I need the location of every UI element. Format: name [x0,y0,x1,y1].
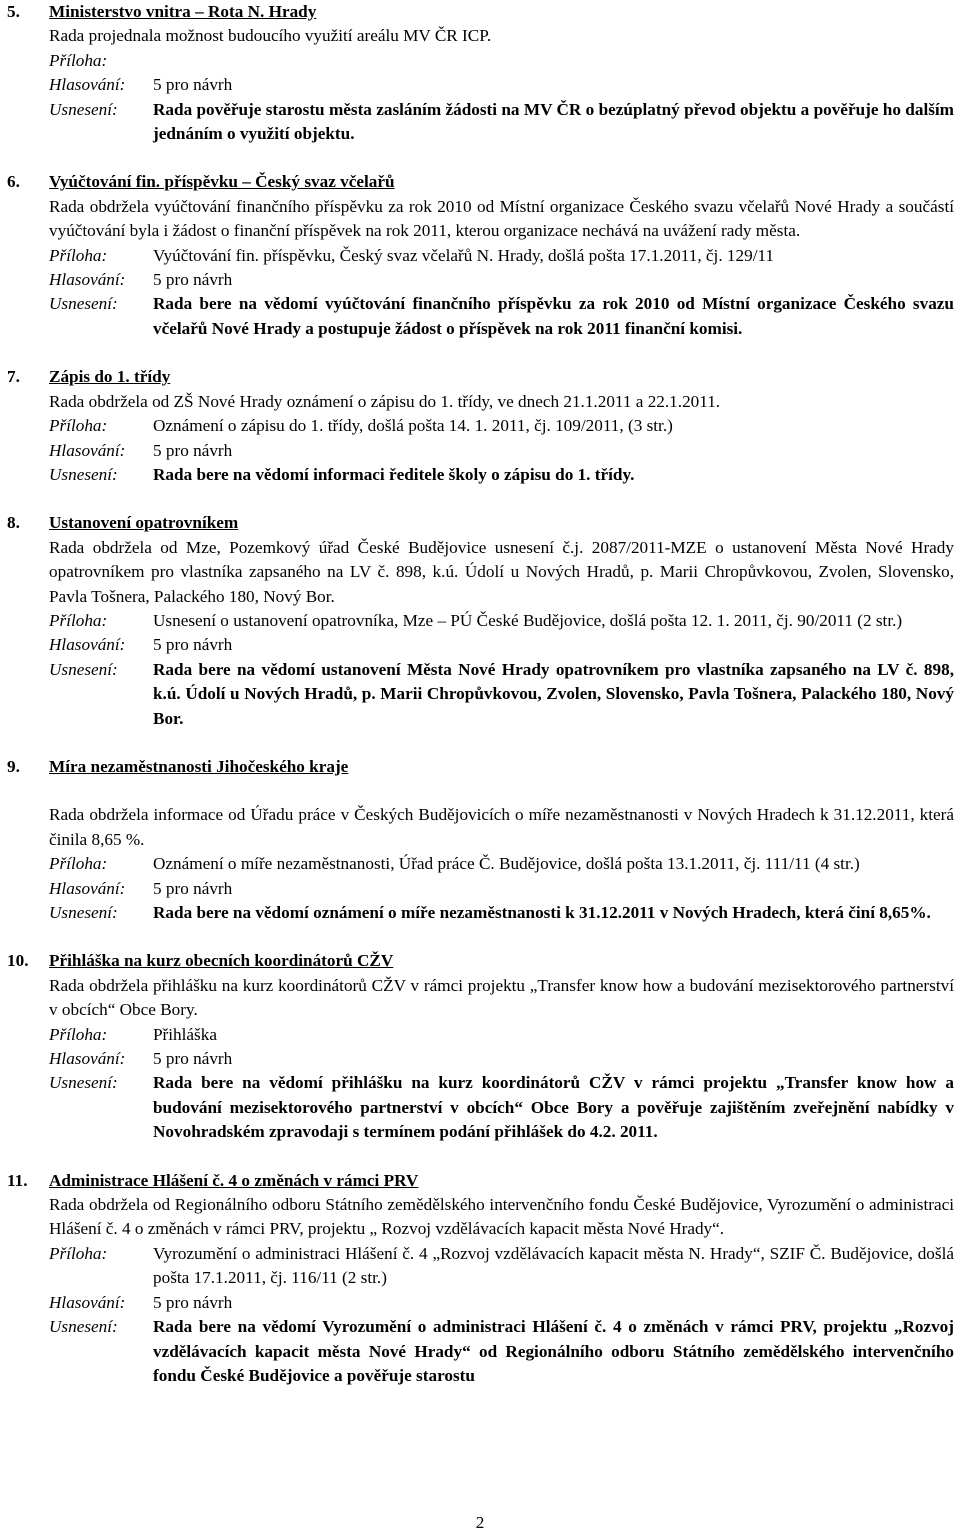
item-text: Rada obdržela přihlášku na kurz koordinátorů CŽV v rámci projektu „Transfer know how a budování mezisektorového partnerství v obcích“ Obce Bory. [49,975,954,1020]
vote-value: 5 pro návrh [153,440,233,460]
vote-row [0,73,960,97]
vote-value: 5 pro návrh [153,270,233,290]
item-title: Ministerstvo vnitra – Rota N. Hrady [49,2,317,21]
resolution-row [0,463,960,487]
vote-label: Hlasování: [49,75,126,95]
item-heading [0,1169,960,1193]
resolution-text: Rada bere na vědomí vyúčtování finančního příspěvku za rok 2010 od Místní organizace Českého svazu včelařů Nové Hrady a postupuje žádost o příspěvek na rok 2011 finanční komisi. [153,294,954,338]
vote-row [0,1291,960,1315]
resolution-label: Usnesení: [49,1317,118,1337]
vote-row [0,1047,960,1071]
item-number: 10. [7,951,29,971]
resolution-label: Usnesení: [49,99,118,119]
vote-value: 5 pro návrh [153,75,233,95]
resolution-row [0,1315,960,1388]
item-heading [0,170,960,194]
item-title: Míra nezaměstnanosti Jihočeského kraje [49,756,349,776]
item-title: Přihláška na kurz obecních koordinátorů CŽV [49,951,394,971]
agenda-item-9 [0,755,960,949]
attachment-label: Příloha: [49,245,108,265]
item-text: Rada projednala možnost budoucího využití areálu MV ČR ICP. [49,26,492,46]
item-title: Administrace Hlášení č. 4 o změnách v rámci PRV [49,1170,419,1190]
attachment-label: Příloha: [49,610,108,630]
attachment-value: Přihláška [153,1024,217,1044]
resolution-row [0,901,960,925]
item-text: Rada obdržela od Mze, Pozemkový úřad České Budějovice usnesení č.j. 2087/2011-MZE o ustanovení Města Nové Hrady opatrovníkem pro vlastníka zapsaného na LV č. 898, k.ú. Údolí u Nových Hradů, p. Marii Chropůvkovou, Zvolen, Slovensko, Pavla Tošnera, Palackého 180, Nový Bor. [49,537,954,606]
attachment-row [0,244,960,268]
resolution-row [0,292,960,341]
agenda-item-8 [0,511,960,755]
agenda-item-7 [0,365,960,511]
vote-row [0,633,960,657]
vote-value: 5 pro návrh [153,635,233,655]
vote-label: Hlasování: [49,878,126,898]
item-title: Ustanovení opatrovníkem [49,513,239,533]
resolution-label: Usnesení: [49,464,118,484]
agenda-item-10 [0,949,960,1168]
vote-label: Hlasování: [49,1292,126,1312]
resolution-label: Usnesení: [49,659,118,679]
attachment-row [0,1023,960,1047]
vote-row [0,268,960,292]
item-heading [0,949,960,973]
attachment-value: Oznámení o míře nezaměstnanosti, Úřad práce Č. Budějovice, došlá pošta 13.1.2011, čj. 111/11 (4 str.) [153,854,860,874]
vote-value: 5 pro návrh [153,1049,233,1069]
resolution-row [0,658,960,731]
vote-row [0,439,960,463]
item-title: Zápis do 1. třídy [49,367,171,387]
vote-value: 5 pro návrh [153,878,233,898]
item-number: 8. [7,513,20,533]
item-text: Rada obdržela vyúčtování finančního příspěvku za rok 2010 od Místní organizace Českého svazu včelařů Nové Hrady a součástí vyúčtování byla i žádost o finanční příspěvek na rok 2011, kterou organizace nechává na uvážení rady města. [49,196,954,241]
vote-label: Hlasování: [49,1049,126,1069]
vote-label: Hlasování: [49,440,126,460]
resolution-row [0,98,960,147]
attachment-label: Příloha: [49,1024,108,1044]
agenda-item-5 [0,0,960,170]
item-text: Rada obdržela od ZŠ Nové Hrady oznámení o zápisu do 1. třídy, ve dnech 21.1.2011 a 22.1.2011. [49,391,721,411]
resolution-text: Rada bere na vědomí přihlášku na kurz koordinátorů CŽV v rámci projektu „Transfer know how a budování mezisektorového partnerství v obcích“ Obce Bory a pověřuje zajištěním zveřejnění nabídky v Novohradském zpravodaji s termínem podání přihlášek do 4.2. 2011. [153,1073,954,1142]
resolution-label: Usnesení: [49,903,118,922]
attachment-label: Příloha: [49,50,108,70]
resolution-text: Rada bere na vědomí informaci ředitele školy o zápisu do 1. třídy. [153,464,635,484]
resolution-text: Rada bere na vědomí ustanovení Města Nové Hrady opatrovníkem pro vlastníka zapsaného na LV č. 898, k.ú. Údolí u Nových Hradů, p. Marii Chropůvkovou, Zvolen, Slovensko, Pavla Tošnera, Palackého 180, Nový Bor. [153,659,954,728]
resolution-label: Usnesení: [49,294,118,314]
attachment-row [0,49,960,73]
item-number: 7. [7,367,20,387]
attachment-row [0,1242,960,1291]
vote-value: 5 pro návrh [153,1292,233,1312]
item-number: 5. [7,2,20,21]
vote-label: Hlasování: [49,635,126,655]
attachment-value: Oznámení o zápisu do 1. třídy, došlá pošta 14. 1. 2011, čj. 109/2011, (3 str.) [153,416,673,436]
attachment-row [0,852,960,876]
resolution-text: Rada pověřuje starostu města zasláním žádosti na MV ČR o bezúplatný převod objektu a pověřuje ho dalším jednáním o využití objektu. [153,99,954,144]
item-number: 6. [7,172,20,192]
item-heading [0,365,960,389]
item-number: 9. [7,756,20,776]
attachment-value: Vyúčtování fin. příspěvku, Český svaz včelařů N. Hrady, došlá pošta 17.1.2011, čj. 129/11 [153,245,775,265]
attachment-row [0,609,960,633]
attachment-value: Vyrozumění o administraci Hlášení č. 4 „Rozvoj vzdělávacích kapacit města N. Hrady“, SZIF Č. Budějovice, došlá pošta 17.1.2011, čj. 116/11 (2 str.) [153,1243,954,1288]
agenda-item-11 [0,1169,960,1389]
resolution-text: Rada bere na vědomí oznámení o míře nezaměstnanosti k 31.12.2011 v Nových Hradech, která činí 8,65%. [153,903,931,922]
page-number: 2 [475,1513,485,1532]
resolution-row [0,1071,960,1144]
attachment-value: Usnesení o ustanovení opatrovníka, Mze – PÚ České Budějovice, došlá pošta 12. 1. 2011, čj. 90/2011 (2 str.) [153,610,903,630]
attachment-label: Příloha: [49,1243,108,1263]
vote-label: Hlasování: [49,270,126,290]
item-heading [0,0,960,24]
vote-row [0,877,960,901]
item-text: Rada obdržela informace od Úřadu práce v Českých Budějovicích o míře nezaměstnanosti v Nových Hradech k 31.12.2011, která činila 8,65 %. [49,805,954,849]
item-text: Rada obdržela od Regionálního odboru Státního zemědělského intervenčního fondu České Budějovice, Vyrozumění o administraci Hlášení č. 4 o změnách v rámci PRV, projektu „ Rozvoj vzdělávacích kapacit města Nové Hrady“. [49,1195,954,1239]
resolution-text: Rada bere na vědomí Vyrozumění o administraci Hlášení č. 4 o změnách v rámci PRV, projektu „Rozvoj vzdělávacích kapacit města Nové Hrady“ od Regionálního odboru Státního zemědělského intervenčního fondu České Budějovice a pověřuje starostu [153,1317,954,1385]
attachment-label: Příloha: [49,416,108,436]
item-title: Vyúčtování fin. příspěvku – Český svaz včelařů [49,172,395,192]
attachment-row [0,414,960,438]
item-heading [0,511,960,535]
item-number: 11. [7,1170,28,1190]
item-heading [0,755,960,779]
attachment-label: Příloha: [49,854,108,874]
resolution-label: Usnesení: [49,1073,118,1093]
agenda-item-6 [0,170,960,365]
